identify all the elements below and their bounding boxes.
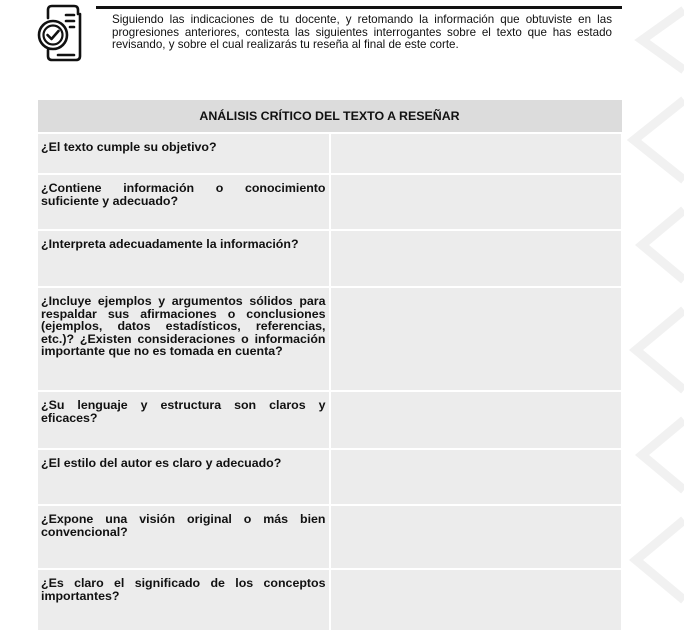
answer-cell[interactable] — [330, 449, 623, 505]
answer-cell[interactable] — [330, 133, 623, 174]
table-row — [37, 230, 622, 287]
critical-analysis-table — [36, 99, 623, 632]
table-title: ANÁLISIS CRÍTICO DEL TEXTO A RESEÑAR — [37, 100, 622, 134]
question-cell: ¿Es claro el significado de los conceptos importantes? — [37, 569, 330, 631]
answer-cell[interactable] — [330, 569, 623, 631]
question-cell: ¿Incluye ejemplos y argumentos sólidos para respaldar sus afirmaciones o conclusiones (ejemplos, datos estadísticos, referencias, etc.)? ¿Existen consideraciones o información importante que no es tomada en cuenta? — [37, 287, 330, 391]
table-row — [37, 449, 622, 505]
answer-cell[interactable] — [330, 174, 623, 230]
header-rule — [96, 6, 622, 9]
table-row — [37, 133, 622, 174]
answer-cell[interactable] — [330, 230, 623, 287]
question-cell: ¿Su lenguaje y estructura son claros y eficaces? — [37, 391, 330, 449]
table-row — [37, 505, 622, 569]
answer-cell[interactable] — [330, 505, 623, 569]
table-row — [37, 391, 622, 449]
instructions-text: Siguiendo las indicaciones de tu docente, y retomando la información que obtuviste en las progresiones anteriores, contesta las siguientes interrogantes sobre el texto que has estado revisando, y sobre el cual realizarás tu reseña al final de este corte. — [112, 13, 612, 51]
question-cell: ¿Expone una visión original o más bien convencional? — [37, 505, 330, 569]
question-cell: ¿El estilo del autor es claro y adecuado? — [37, 449, 330, 505]
question-cell: ¿Contiene información o conocimiento suficiente y adecuado? — [37, 174, 330, 230]
checklist-document-icon — [36, 4, 92, 62]
table-row — [37, 174, 622, 230]
question-cell: ¿El texto cumple su objetivo? — [37, 133, 330, 174]
answer-cell[interactable] — [330, 287, 623, 391]
answer-cell[interactable] — [330, 391, 623, 449]
question-cell: ¿Interpreta adecuadamente la información? — [37, 230, 330, 287]
table-row — [37, 569, 622, 631]
table-row — [37, 287, 622, 391]
